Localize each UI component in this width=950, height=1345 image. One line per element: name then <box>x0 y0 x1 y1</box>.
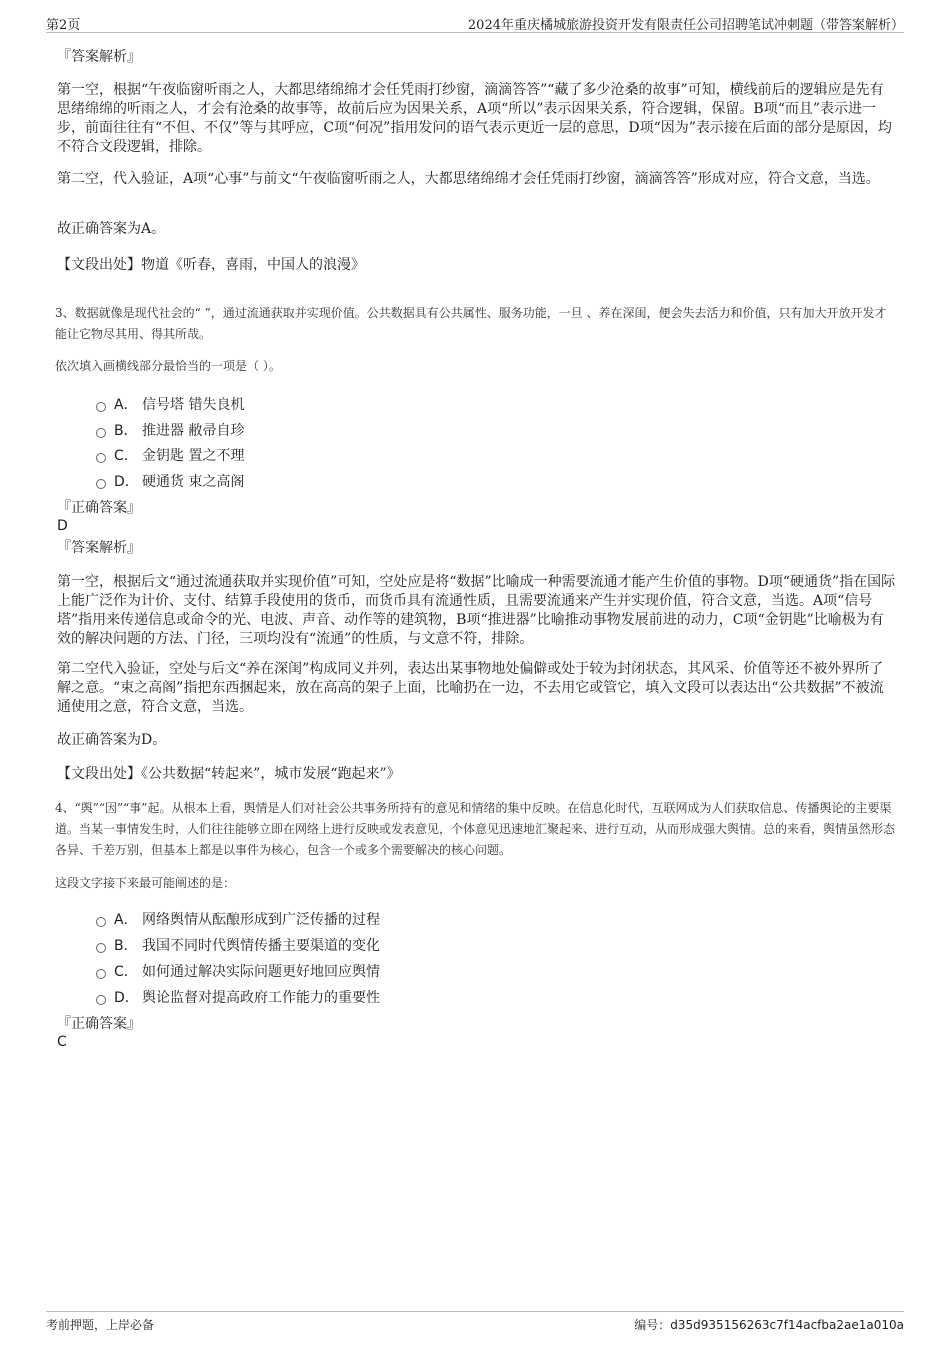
q2-source: 【文段出处】物道《听春，喜雨，中国人的浪漫》 <box>57 257 365 273</box>
document-title: 2024年重庆橘城旅游投资开发有限责任公司招聘笔试冲刺题（带答案解析） <box>467 18 904 33</box>
page-header <box>46 12 904 33</box>
q4-answer-label: 『正确答案』 <box>57 1016 141 1032</box>
radio-icon[interactable] <box>96 943 106 953</box>
page-footer <box>46 1311 904 1336</box>
q3-prompt: 依次填入画横线部分最恰当的一项是（ ）。 <box>55 359 281 373</box>
q4-stem: 4、“舆”“因”“事”起。从根本上看，舆情是人们对社会公共事务所持有的意见和情绪的集中反映。在信息化时代，互联网成为人们获取信息、传播舆论的主要渠道。当某一事情发生时，人们往往能够立即在网络上进行反映或发表意见，个体意见迅速地汇聚起来、进行互动，从而形成强大舆情。总的来看，舆情虽然形态各异、千差万别，但基本上都是以事件为核心，包含一个或多个需要解决的核心问题。 <box>55 801 896 857</box>
q4-option-b[interactable]: B． 我国不同时代舆情传播主要渠道的变化 <box>96 935 380 955</box>
q3-source: 【文段出处】《公共数据“转起来”，城市发展“跑起来”》 <box>57 766 401 782</box>
radio-icon[interactable] <box>96 917 106 927</box>
q3-analysis-para1: 第一空，根据后文“通过流通获取并实现价值”可知，空处应是将“数据”比喻成一种需要流通才能产生价值的事物。D项“硬通货”指在国际上能广泛作为计价、支付、结算手段使用的货币，而货币具有流通性质，且需要流通来产生并实现价值，符合文意，当选。A项“信号塔”指用来传递信息或命令的光、电波、声音、动作等的建筑物，B项“推进器”比喻推动事物发展前进的动力，C项“金钥匙”比喻极为有效的解决问题的方法、门径，三项均没有“流通”的性质，与文意不符，排除。 <box>57 574 896 647</box>
q4-option-d[interactable]: D． 舆论监督对提高政府工作能力的重要性 <box>96 987 380 1007</box>
q3-stem: 3、数据就像是现代社会的“ ”，通过流通获取并实现价值。公共数据具有公共属性、服务功能，一旦 、养在深闺，便会失去活力和价值，只有加大开放开发才能让它物尽其用、得其所哉。 <box>55 306 887 341</box>
q3-option-c[interactable]: C． 金钥匙 置之不理 <box>96 445 244 465</box>
footer-code-value: d35d935156263c7f14acfba2ae1a010a <box>670 1318 904 1332</box>
q4-prompt: 这段文字接下来最可能阐述的是： <box>55 876 236 890</box>
radio-icon[interactable] <box>96 428 106 438</box>
q4-option-a[interactable]: A． 网络舆情从酝酿形成到广泛传播的过程 <box>96 909 380 929</box>
radio-icon[interactable] <box>96 402 106 412</box>
footer-code <box>634 1316 904 1333</box>
q3-analysis-para2: 第二空代入验证，空处与后文“养在深闺”构成同义并列，表达出某事物地处偏僻或处于较为封闭状态，其风采、价值等还不被外界所了解之意。“束之高阁”指把东西捆起来，放在高高的架子上面，比喻扔在一边，不去用它或管它，填入文段可以表达出“公共数据”不被流通使用之意，符合文意，当选。 <box>57 661 884 715</box>
q2-analysis-para1: 第一空，根据“午夜临窗听雨之人，大都思绪绵绵才会任凭雨打纱窗，滴滴答答”“藏了多少沧桑的故事”可知，横线前后的逻辑应是先有思绪绵绵的听雨之人，才会有沧桑的故事等，故前后应为因果关系，A项“所以”表示因果关系，符合逻辑，保留。B项“而且”表示进一步，前面往往有“不但、不仅”等与其呼应，C项“何况”指用发问的语气表示更近一层的意思，D项“因为”表示接在后面的部分是原因，均不符合文段逻辑，排除。 <box>57 82 892 155</box>
q2-conclusion: 故正确答案为A。 <box>57 221 166 237</box>
q3-answer: D <box>57 518 68 534</box>
q4-answer: C <box>57 1034 67 1050</box>
q2-analysis-label: 『答案解析』 <box>57 49 141 65</box>
radio-icon[interactable] <box>96 969 106 979</box>
radio-icon[interactable] <box>96 453 106 463</box>
q4-option-c[interactable]: C． 如何通过解决实际问题更好地回应舆情 <box>96 961 380 981</box>
q3-conclusion: 故正确答案为D。 <box>57 732 167 748</box>
q2-analysis-para2: 第二空，代入验证，A项“心事”与前文“午夜临窗听雨之人，大都思绪绵绵才会任凭雨打纱窗，滴滴答答”形成对应，符合文意，当选。 <box>57 171 880 187</box>
q3-option-a[interactable]: A． 信号塔 错失良机 <box>96 394 244 414</box>
q3-option-b[interactable]: B． 推进器 敝帚自珍 <box>96 420 244 440</box>
page-number: 第2页 <box>46 18 81 33</box>
footer-slogan: 考前押题，上岸必备 <box>46 1318 155 1332</box>
radio-icon[interactable] <box>96 479 106 489</box>
q3-option-d[interactable]: D． 硬通货 束之高阁 <box>96 471 244 491</box>
radio-icon[interactable] <box>96 995 106 1005</box>
footer-code-label: 编号： <box>634 1318 671 1332</box>
q3-analysis-label: 『答案解析』 <box>57 540 141 556</box>
q3-answer-label: 『正确答案』 <box>57 500 141 516</box>
